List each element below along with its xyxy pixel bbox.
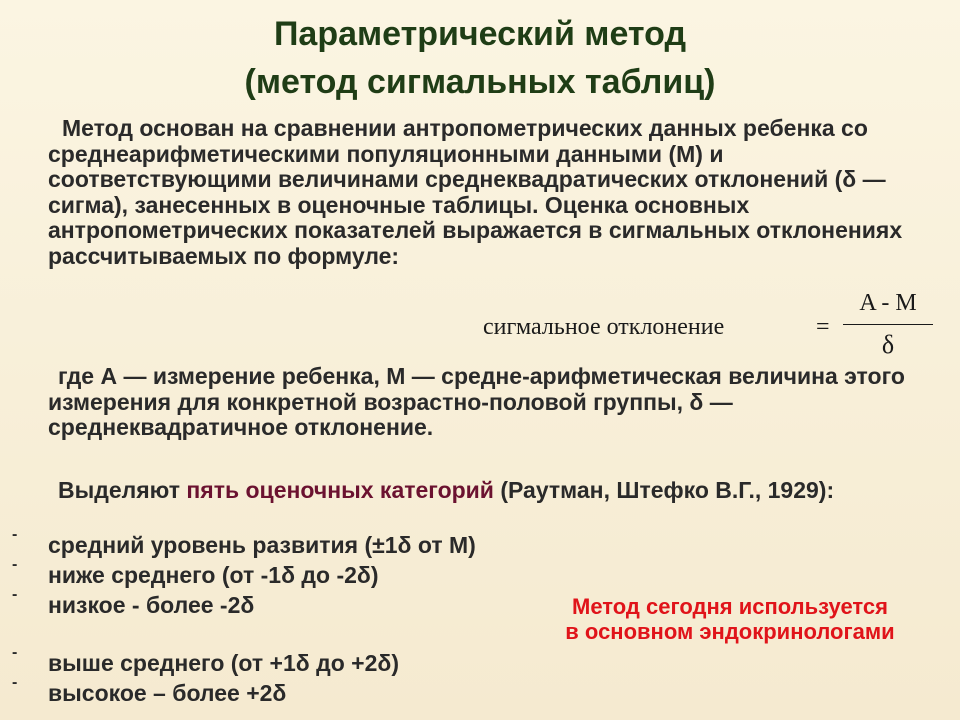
formula-numerator: A - M [859, 290, 917, 316]
bullet-marker: - [12, 526, 18, 543]
bullet-marker: - [12, 556, 18, 573]
list-item-text: высокое – более +2δ [48, 680, 287, 706]
note-line-2: в основном эндокринологами [565, 619, 895, 644]
formula-denominator: δ [881, 330, 895, 359]
where-paragraph [48, 364, 948, 441]
slide-title [0, 10, 960, 106]
cats-highlight: пять оценочных категорий [186, 477, 494, 503]
cats-suffix: (Раутман, Штефко В.Г., 1929): [493, 477, 835, 503]
bullet-marker: - [12, 674, 18, 691]
title-line-2: (метод сигмальных таблиц) [244, 63, 716, 101]
endocrinology-note [510, 594, 950, 644]
intro-paragraph [48, 116, 948, 269]
cats-prefix: Выделяют [58, 477, 187, 503]
note-line-1: Метод сегодня используется [572, 594, 888, 619]
formula-label: сигмальное отклонение [483, 314, 725, 340]
categories-intro [48, 478, 928, 504]
title-line-1: Параметрический метод [273, 15, 687, 53]
intro-text: Метод основан на сравнении антропометрических данных ребенка со среднеарифметическими популяционными данными (М) и соответствующими величинами среднеквадратических отклонений (δ — сигма), занесенных в оценочные таблицы. Оценка основных антропометрических показателей выражается в сигмальных отклонениях рассчитываемых по формуле: [48, 115, 903, 269]
list-item-text: ниже среднего (от -1δ до -2δ) [48, 562, 379, 588]
where-text: где А — измерение ребенка, М — средне-арифметическая величина этого измерения для конкретной возрастно-половой группы, δ — среднеквадратичное отклонение. [48, 363, 905, 440]
sigma-formula [483, 290, 953, 360]
list-item-text: выше среднего (от +1δ до +2δ) [48, 650, 399, 676]
list-item-text: низкое - более -2δ [48, 592, 255, 618]
bullet-marker: - [12, 644, 18, 661]
fraction-bar [843, 324, 933, 325]
list-item-text: средний уровень развития (±1δ от М) [48, 532, 476, 558]
formula-equals: = [816, 314, 830, 340]
bullet-marker: - [12, 586, 18, 603]
